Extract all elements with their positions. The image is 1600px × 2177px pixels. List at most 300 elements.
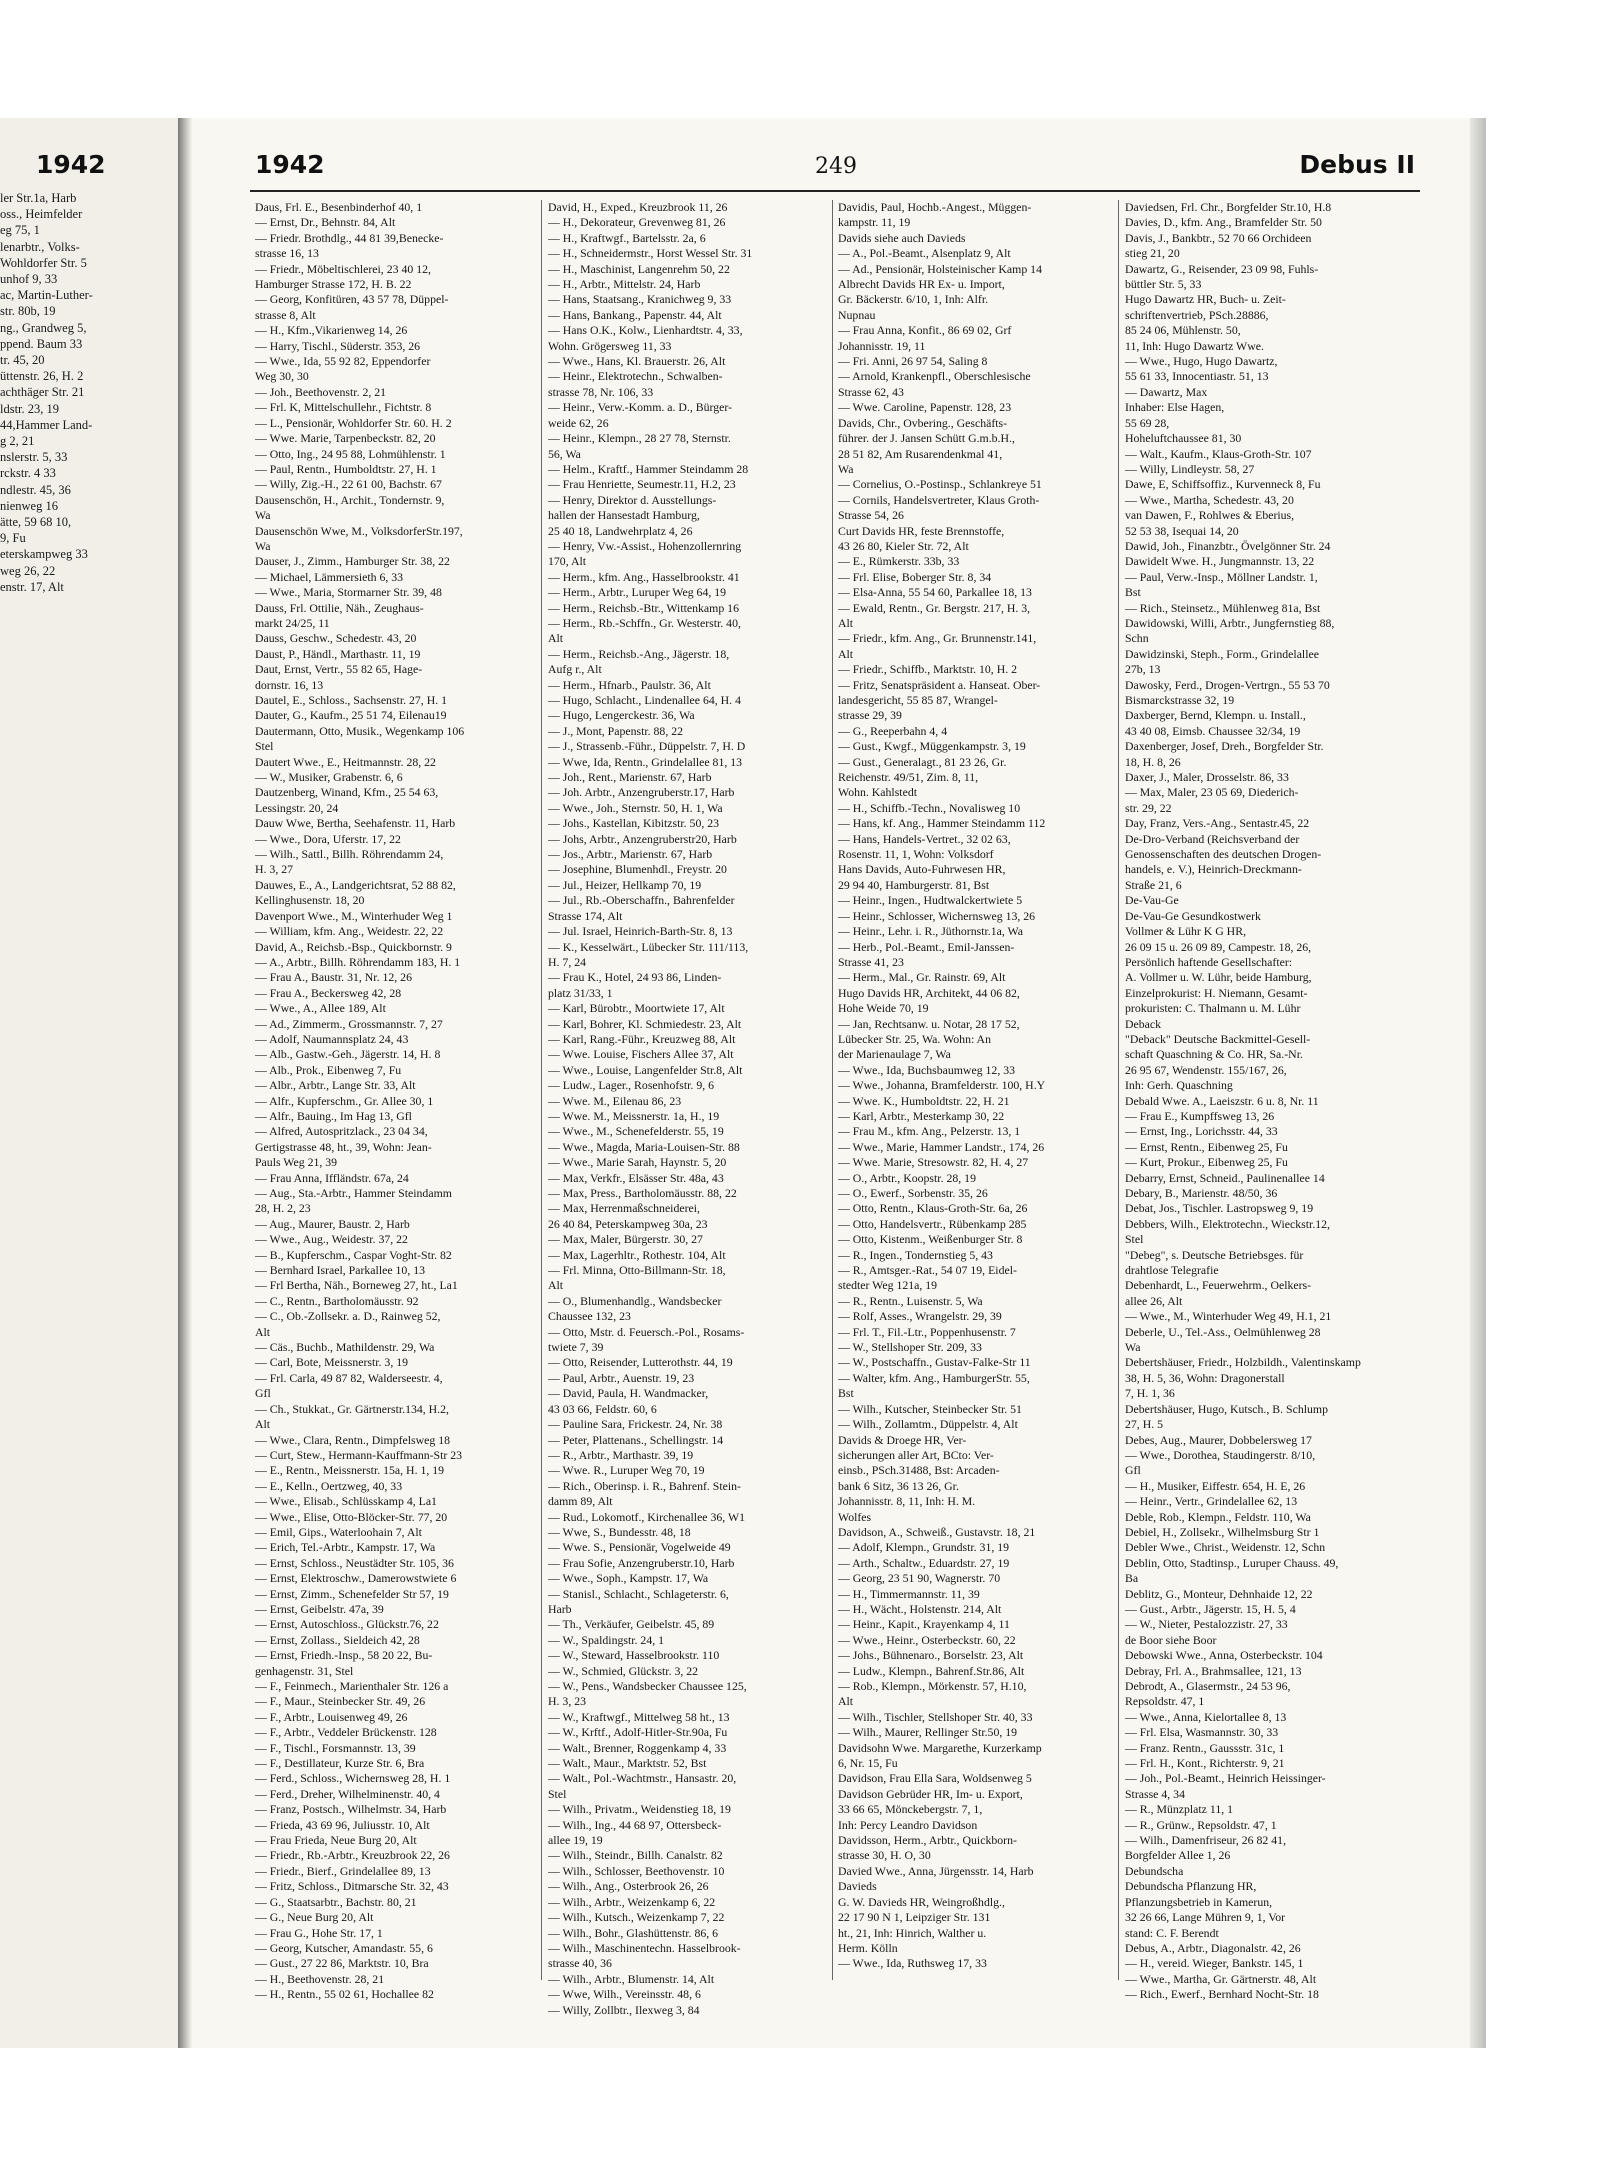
directory-entry-line: — Franz. Rentn., Gaussstr. 31c, 1 (1125, 1740, 1285, 1755)
directory-entry-line: — Wwe., Ida, Buchsbaumweg 12, 33 (838, 1062, 1016, 1077)
directory-entry-line: Hans Davids, Auto-Fuhrwesen HR, (838, 862, 1006, 877)
directory-entry-line: Pflanzungsbetrieb in Kamerun, (1125, 1894, 1273, 1909)
directory-entry-line: enstr. 17, Alt (0, 579, 64, 594)
directory-entry-line: Davis, J., Bankbtr., 52 70 66 Orchideen (1125, 230, 1312, 245)
directory-entry-line: — Wwe., Dora, Uferstr. 17, 22 (255, 831, 401, 846)
directory-entry-line: — Paul, Arbtr., Auenstr. 19, 23 (548, 1370, 695, 1385)
directory-entry-line: bank 6 Sitz, 36 13 26, Gr. (838, 1478, 959, 1493)
directory-entry-line: Inhaber: Else Hagen, (1125, 400, 1225, 415)
directory-entry-line: Lübecker Str. 25, Wa. Wohn: An (838, 1031, 991, 1046)
directory-entry-line: Bst (838, 1386, 854, 1401)
directory-entry-line: — William, kfm. Ang., Weidestr. 22, 22 (255, 924, 444, 939)
directory-entry-line: — Frau A., Beckersweg 42, 28 (255, 985, 402, 1000)
directory-entry-line: — Karl, Bohrer, Kl. Schmiedestr. 23, Alt (548, 1016, 742, 1031)
directory-entry-line: — Wilh., Kutsch., Weizenkamp 7, 22 (548, 1910, 725, 1925)
directory-entry-line: — Wwe. S., Pensionär, Vogelweide 49 (548, 1540, 731, 1555)
directory-entry-line: strasse 16, 13 (255, 246, 319, 261)
directory-entry-line: De-Vau-Ge (1125, 893, 1179, 908)
column-divider (1118, 200, 1119, 1980)
directory-entry-line: Strasse 41, 23 (838, 954, 904, 969)
directory-entry-line: ler Str.1a, Harb (0, 191, 77, 205)
directory-entry-line: Alt (838, 615, 854, 630)
directory-entry-line: — Alfr., Bauing., Im Hag 13, Gfl (255, 1108, 412, 1123)
directory-entry-line: — Elsa-Anna, 55 54 60, Parkallee 18, 13 (838, 585, 1032, 600)
directory-entry-line: — H., Dekorateur, Grevenweg 81, 26 (548, 215, 726, 230)
directory-entry-line: 28 51 82, Am Rusarendenkmal 41, (838, 446, 1003, 461)
directory-entry-line: — Arnold, Krankenpfl., Oberschlesische (838, 369, 1031, 384)
directory-entry-line: — Cäs., Buchb., Mathildenstr. 29, Wa (255, 1340, 435, 1355)
directory-entry-line: Vollmer & Lühr K G HR, (1125, 924, 1247, 939)
directory-entry-line: nienweg 16 (0, 498, 58, 513)
directory-entry-line: Davenport Wwe., M., Winterhuder Weg 1 (255, 908, 453, 923)
directory-entry-line: 38, H. 5, 36, Wohn: Dragonerstall (1125, 1370, 1285, 1385)
directory-entry-line: — Willy, Lindleystr. 58, 27 (1125, 461, 1255, 476)
directory-entry-line: — Wwe, Wilh., Vereinsstr. 48, 6 (548, 1987, 701, 2002)
directory-entry-line: — Wilh., Damenfriseur, 26 82 41, (1125, 1833, 1287, 1848)
directory-entry-line: — Wilh., Arbtr., Weizenkamp 6, 22 (548, 1894, 716, 1909)
directory-entry-line: Daviedsen, Frl. Chr., Borgfelder Str.10, H.8 (1125, 200, 1332, 214)
directory-entry-line: — Herm., Reichsb.-Ang., Jägerstr. 18, (548, 646, 730, 661)
column-divider (541, 200, 542, 1980)
directory-entry-line: — Bernhard Israel, Parkallee 10, 13 (255, 1263, 426, 1278)
directory-entry-line: Dawidzinski, Steph., Form., Grindelallee (1125, 646, 1319, 661)
directory-entry-line: Alt (255, 1417, 271, 1432)
directory-entry-line: — Jos., Arbtr., Marienstr. 67, Harb (548, 847, 713, 862)
directory-entry-line: Alt (548, 631, 564, 646)
directory-entry-line: — Frl. T., Fil.-Ltr., Poppenhusenstr. 7 (838, 1324, 1016, 1339)
directory-entry-line: David, A., Reichsb.-Bsp., Quickbornstr. 9 (255, 939, 452, 954)
directory-entry-line: — B., Kupferschm., Caspar Voght-Str. 82 (255, 1247, 452, 1262)
directory-entry-line: 33 66 65, Mönckebergstr. 7, 1, (838, 1802, 983, 1817)
directory-entry-line: Alt (838, 646, 854, 661)
directory-entry-line: — Wwe., Magda, Maria-Louisen-Str. 88 (548, 1139, 740, 1154)
directory-entry-line: H. 7, 24 (548, 954, 587, 969)
directory-entry-line: — Paul, Verw.-Insp., Möllner Landstr. 1, (1125, 569, 1318, 584)
directory-entry-line: — Wilh., Ing., 44 68 97, Ottersbeck- (548, 1817, 722, 1832)
directory-entry-line: — Wilh., Kutscher, Steinbecker Str. 51 (838, 1401, 1022, 1416)
directory-entry-line: — Karl, Arbtr., Mesterkamp 30, 22 (838, 1108, 1005, 1123)
directory-entry-line: — Wilh., Sattl., Billh. Röhrendamm 24, (255, 847, 444, 862)
directory-entry-line: — Max, Verkfr., Elsässer Str. 48a, 43 (548, 1170, 724, 1185)
directory-entry-line: — Ch., Stukkat., Gr. Gärtnerstr.134, H.2, (255, 1401, 449, 1416)
directory-entry-line: — R., Amtsger.-Rat., 54 07 19, Eidel- (838, 1263, 1017, 1278)
directory-entry-line: strasse 78, Nr. 106, 33 (548, 384, 654, 399)
directory-entry-line: — Karl, Bürobtr., Moortwiete 17, Alt (548, 1001, 725, 1016)
directory-entry-line: 9, Fu (0, 531, 26, 546)
directory-entry-line: — Wwe., Ida, 55 92 82, Eppendorfer (255, 354, 431, 369)
directory-entry-line: — E., Rümkerstr. 33b, 33 (838, 554, 960, 569)
directory-entry-line: Lessingstr. 20, 24 (255, 800, 339, 815)
directory-entry-line: — Wwe., Joh., Sternstr. 50, H. 1, Wa (548, 800, 723, 815)
directory-entry-line: Daxberger, Bernd, Klempn. u. Install., (1125, 708, 1306, 723)
directory-entry-line: 18, H. 8, 26 (1125, 754, 1181, 769)
directory-entry-line: — Rolf, Asses., Wrangelstr. 29, 39 (838, 1309, 1002, 1324)
directory-entry-line: — Frl. Minna, Otto-Billmann-Str. 18, (548, 1263, 726, 1278)
directory-entry-line: drahtlose Telegrafie (1125, 1263, 1219, 1278)
directory-entry-line: de Boor siehe Boor (1125, 1632, 1217, 1647)
directory-entry-line: eg 75, 1 (0, 223, 40, 238)
directory-entry-line: Hugo Davids HR, Architekt, 44 06 82, (838, 985, 1020, 1000)
directory-entry-line: — Alb., Gastw.-Geh., Jägerstr. 14, H. 8 (255, 1047, 441, 1062)
directory-entry-line: — Ludw., Lager., Rosenhofstr. 9, 6 (548, 1078, 715, 1093)
directory-entry-line: 43 26 80, Kieler Str. 72, Alt (838, 538, 969, 553)
directory-column-4 (1125, 200, 1401, 2003)
directory-entry-line: — Alb., Prok., Eibenweg 7, Fu (255, 1062, 402, 1077)
directory-entry-line: — Peter, Plattenans., Schellingstr. 14 (548, 1432, 724, 1447)
directory-entry-line: — Heinr., Schlosser, Wichernsweg 13, 26 (838, 908, 1036, 923)
directory-entry-line: Debary, B., Marienstr. 48/50, 36 (1125, 1186, 1278, 1200)
directory-entry-line: Dautermann, Otto, Musik., Wegenkamp 106 (255, 723, 465, 738)
directory-entry-line: Gr. Bäckerstr. 6/10, 1, Inh: Alfr. (838, 292, 989, 307)
directory-entry-line: — Herm., Reichsb.-Btr., Wittenkamp 16 (548, 600, 739, 615)
directory-entry-line: 26 40 84, Peterskampweg 30a, 23 (548, 1216, 708, 1231)
directory-entry-line: Strasse 174, Alt (548, 908, 623, 923)
directory-entry-line: — Wilh., Ang., Osterbrook 26, 26 (548, 1879, 709, 1894)
directory-entry-line: Daust, P., Händl., Marthastr. 11, 19 (255, 646, 421, 661)
directory-entry-line: weg 26, 22 (0, 563, 56, 578)
page-year: 1942 (255, 150, 325, 179)
directory-column-3 (838, 200, 1114, 1972)
directory-entry-line: — Hans O.K., Kolw., Lienhardtstr. 4, 33, (548, 323, 743, 338)
directory-entry-line: — Fritz, Senatspräsident a. Hanseat. Ober- (838, 677, 1041, 692)
directory-entry-line: — Otto, Kistenm., Weißenburger Str. 8 (838, 1232, 1023, 1247)
directory-entry-line: — Jan, Rechtsanw. u. Notar, 28 17 52, (838, 1016, 1020, 1031)
directory-entry-line: Chaussee 132, 23 (548, 1309, 631, 1324)
directory-entry-line: — W., Krftf., Adolf-Hitler-Str.90a, Fu (548, 1725, 728, 1740)
directory-entry-line: — Wilh., Schlosser, Beethovenstr. 10 (548, 1863, 725, 1878)
directory-entry-line: — Wwe. K., Humboldtstr. 22, H. 21 (838, 1093, 1010, 1108)
directory-entry-line: Debray, Frl. A., Brahmsallee, 121, 13 (1125, 1663, 1302, 1678)
directory-entry-line: — Adolf, Klempn., Grundstr. 31, 19 (838, 1540, 1010, 1555)
directory-entry-line: Davids & Droege HR, Ver- (838, 1432, 967, 1447)
directory-entry-line: Wolfes (838, 1509, 872, 1524)
directory-entry-line: nslerstr. 5, 33 (0, 450, 68, 465)
directory-entry-line: — Wwe., Marie, Hammer Landstr., 174, 26 (838, 1139, 1045, 1154)
directory-entry-line: achthäger Str. 21 (0, 385, 85, 400)
directory-entry-line: Davies, D., kfm. Ang., Bramfelder Str. 50 (1125, 215, 1322, 230)
directory-entry-line: 55 61 33, Innocentiastr. 51, 13 (1125, 369, 1269, 384)
directory-entry-line: — Wilh., Tischler, Stellshoper Str. 40, 33 (838, 1709, 1033, 1724)
directory-entry-line: G. W. Davieds HR, Weingroßhdlg., (838, 1894, 1005, 1909)
directory-entry-line: Daus, Frl. E., Besenbinderhof 40, 1 (255, 200, 423, 214)
directory-entry-line: — Wwe., Martha, Schedestr. 43, 20 (1125, 492, 1294, 507)
directory-entry-line: — Erich, Tel.-Arbtr., Kampstr. 17, Wa (255, 1540, 436, 1555)
directory-entry-line: — Heinr., Vertr., Grindelallee 62, 13 (1125, 1494, 1298, 1509)
directory-entry-line: — Max, Herrenmaßschneiderei, (548, 1201, 700, 1216)
directory-entry-line: — Wwe., Heinr., Osterbeckstr. 60, 22 (838, 1632, 1016, 1647)
directory-entry-line: Debler Wwe., Christ., Weidenstr. 12, Schn (1125, 1540, 1326, 1555)
directory-entry-line: Debertshäuser, Friedr., Holzbildh., Valentinskamp (1125, 1355, 1361, 1370)
directory-entry-line: — R., Ingen., Tondernstieg 5, 43 (838, 1247, 993, 1262)
directory-entry-line: ht., 21, Inh: Hinrich, Walther u. (838, 1925, 987, 1940)
directory-entry-line: — H., Beethovenstr. 28, 21 (255, 1971, 385, 1986)
directory-entry-line: — L., Pensionär, Wohldorfer Str. 60. H. 2 (255, 415, 452, 430)
directory-entry-line: üttenstr. 26, H. 2 (0, 369, 84, 384)
directory-entry-line: — Herm., Rb.-Schffn., Gr. Westerstr. 40, (548, 615, 741, 630)
directory-entry-line: — Heinr., Elektrotechn., Schwalben- (548, 369, 723, 384)
directory-entry-line: — Joh., Beethovenstr. 2, 21 (255, 384, 387, 399)
directory-entry-line: — Kurt, Prokur., Eibenweg 25, Fu (1125, 1155, 1288, 1170)
directory-entry-line: Stel (1125, 1232, 1144, 1247)
directory-entry-line: allee 19, 19 (548, 1833, 603, 1848)
directory-entry-line: — W., Steward, Hasselbrookstr. 110 (548, 1648, 720, 1663)
directory-entry-line: Debald Wwe. A., Laeiszstr. 6 u. 8, Nr. 11 (1125, 1093, 1319, 1108)
directory-entry-line: 27, H. 5 (1125, 1417, 1164, 1432)
directory-entry-line: — Wwe., Ida, Ruthsweg 17, 33 (838, 1956, 987, 1971)
directory-entry-line: Dauw Wwe, Bertha, Seehafenstr. 11, Harb (255, 816, 456, 831)
directory-entry-line: damm 89, Alt (548, 1494, 613, 1509)
directory-entry-line: A. Vollmer u. W. Lühr, beide Hamburg, (1125, 970, 1312, 985)
directory-entry-line: str. 80b, 19 (0, 304, 56, 319)
directory-entry-line: markt 24/25, 11 (255, 615, 330, 630)
directory-entry-line: — Ernst, Zimm., Schenefelder Str 57, 19 (255, 1586, 449, 1601)
directory-entry-line: Inh: Gerh. Quaschning (1125, 1078, 1233, 1093)
directory-entry-line: Day, Franz, Vers.-Ang., Sentastr.45, 22 (1125, 816, 1310, 831)
directory-entry-line: 44,Hammer Land- (0, 417, 93, 432)
directory-entry-line: Schn (1125, 631, 1149, 646)
directory-entry-line: 32 26 66, Lange Mühren 9, 1, Vor (1125, 1910, 1286, 1925)
directory-entry-line: Strasse 4, 34 (1125, 1786, 1185, 1801)
directory-entry-line: — Wwe. M., Eilenau 86, 23 (548, 1093, 682, 1108)
directory-entry-line: Deberle, U., Tel.-Ass., Oelmühlenweg 28 (1125, 1324, 1321, 1339)
directory-entry-line: — Georg, Konfitüren, 43 57 78, Düppel- (255, 292, 449, 307)
directory-entry-line: platz 31/33, 1 (548, 985, 613, 1000)
directory-entry-line: Wohn. Kahlstedt (838, 785, 917, 800)
directory-entry-line: — Ernst, Schloss., Neustädter Str. 105, 36 (255, 1555, 454, 1570)
directory-entry-line: Davids, Chr., Ovbering., Geschäfts- (838, 415, 1008, 430)
directory-entry-line: der Marienaulage 7, Wa (838, 1047, 951, 1062)
directory-entry-line: — Max, Lagerhltr., Rothestr. 104, Alt (548, 1247, 726, 1262)
directory-entry-line: — David, Paula, H. Wandmacker, (548, 1386, 709, 1401)
directory-entry-line: — Max, Maler, Bürgerstr. 30, 27 (548, 1232, 703, 1247)
directory-entry-line: — Ernst, Elektroschw., Damerowstwiete 6 (255, 1571, 457, 1586)
directory-entry-line: — Otto, Rentn., Klaus-Groth-Str. 6a, 26 (838, 1201, 1028, 1216)
directory-entry-line: schriftenvertrieb, PSch.28886, (1125, 307, 1269, 322)
directory-entry-line: Ba (1125, 1571, 1139, 1586)
directory-entry-line: — Wwe., Hugo, Hugo Dawartz, (1125, 354, 1278, 369)
directory-entry-line: Dawidowski, Willi, Arbtr., Jungfernstieg 88, (1125, 615, 1335, 630)
directory-entry-line: — Gust., 27 22 86, Marktstr. 10, Bra (255, 1956, 429, 1971)
directory-entry-line: 85 24 06, Mühlenstr. 50, (1125, 323, 1241, 338)
directory-entry-line: twiete 7, 39 (548, 1340, 604, 1355)
directory-entry-line: — Pauline Sara, Frickestr. 24, Nr. 38 (548, 1417, 723, 1432)
directory-entry-line: — Wwe. M., Meissnerstr. 1a, H., 19 (548, 1108, 720, 1123)
directory-entry-line: — Rich., Oberinsp. i. R., Bahrenf. Stein- (548, 1478, 741, 1493)
directory-entry-line: führer. der J. Jansen Schütt G.m.b.H., (838, 431, 1015, 446)
directory-entry-line: Inh: Percy Leandro Davidson (838, 1817, 978, 1832)
directory-entry-line: — W., Stellshoper Str. 209, 33 (838, 1340, 982, 1355)
directory-entry-line: — Joh., Pol.-Beamt., Heinrich Heissinger- (1125, 1771, 1326, 1786)
directory-entry-line: — C., Rentn., Bartholomäusstr. 92 (255, 1293, 419, 1308)
directory-entry-line: — Otto, Ing., 24 95 88, Lohmühlenstr. 1 (255, 446, 446, 461)
directory-entry-line: kampstr. 11, 19 (838, 215, 911, 230)
directory-entry-line: Dawidelt Wwe. H., Jungmannstr. 13, 22 (1125, 554, 1315, 569)
directory-entry-line: — Ferd., Schloss., Wichernsweg 28, H. 1 (255, 1771, 451, 1786)
directory-entry-line: — Ernst, Rentn., Eibenweg 25, Fu (1125, 1139, 1288, 1154)
directory-entry-line: Davidson, Frau Ella Sara, Woldsenweg 5 (838, 1771, 1032, 1786)
directory-entry-line: — Frau Henriette, Seumestr.11, H.2, 23 (548, 477, 736, 492)
page-edge (1470, 118, 1486, 2048)
directory-entry-line: — Herm., Mal., Gr. Rainstr. 69, Alt (838, 970, 1006, 985)
directory-entry-line: — Ernst, Zollass., Sieldeich 42, 28 (255, 1632, 420, 1647)
directory-entry-line: Dauwes, E., A., Landgerichtsrat, 52 88 82, (255, 877, 456, 892)
directory-entry-line: 55 69 28, (1125, 415, 1170, 430)
directory-entry-line: Dauss, Frl. Ottilie, Näh., Zeughaus- (255, 600, 424, 615)
directory-entry-line: — Wwe. Marie, Stresowstr. 82, H. 4, 27 (838, 1155, 1029, 1170)
directory-entry-line: Gfl (1125, 1463, 1141, 1478)
directory-entry-line: ätte, 59 68 10, (0, 515, 72, 530)
directory-entry-line: — Ernst, Friedh.-Insp., 58 20 22, Bu- (255, 1648, 433, 1663)
directory-entry-line: hallen der Hansestadt Hamburg, (548, 508, 700, 523)
directory-entry-line: Debrodt, A., Glasermstr., 24 53 96, (1125, 1679, 1291, 1693)
directory-entry-line: — Fritz, Schloss., Ditmarsche Str. 32, 43 (255, 1879, 449, 1894)
directory-entry-line: g 2, 21 (0, 434, 35, 449)
header-rule (250, 190, 1420, 192)
directory-entry-line: 43 03 66, Feldstr. 60, 6 (548, 1401, 657, 1416)
directory-entry-line: Wa (255, 508, 271, 523)
directory-entry-line: — Heinr., Verw.-Komm. a. D., Bürger- (548, 400, 733, 415)
directory-entry-line: — Rich., Steinsetz., Mühlenweg 81a, Bst (1125, 600, 1321, 615)
directory-entry-line: Dausenschön, H., Archit., Tondernstr. 9, (255, 492, 445, 507)
directory-entry-line: ldstr. 23, 19 (0, 401, 60, 416)
directory-entry-line: Debus, A., Arbtr., Diagonalstr. 42, 26 (1125, 1940, 1301, 1955)
directory-entry-line: — F., Arbtr., Louisenweg 49, 26 (255, 1709, 408, 1724)
directory-entry-line: 6, Nr. 15, Fu (838, 1756, 898, 1771)
directory-entry-line: Gfl (255, 1386, 271, 1401)
directory-entry-line: — Frl. H., Kont., Richterstr. 9, 21 (1125, 1756, 1285, 1771)
directory-entry-line: — Heinr., Lehr. i. R., Jüthornstr.1a, Wa (838, 924, 1023, 939)
directory-entry-line: — Heinr., Ingen., Hudtwalckertwiete 5 (838, 893, 1023, 908)
directory-entry-line: — F., Maur., Steinbecker Str. 49, 26 (255, 1694, 426, 1709)
directory-entry-line: tr. 45, 20 (0, 353, 45, 368)
directory-entry-line: Strasse 54, 26 (838, 508, 904, 523)
directory-entry-line: weide 62, 26 (548, 415, 609, 430)
directory-entry-line: strasse 30, H. O, 30 (838, 1848, 931, 1863)
directory-entry-line: — W., Postschaffn., Gustav-Falke-Str 11 (838, 1355, 1031, 1370)
directory-entry-line: — Wwe., Elisab., Schlüsskamp 4, La1 (255, 1494, 437, 1509)
directory-entry-line: — Otto, Mstr. d. Feuersch.-Pol., Rosams- (548, 1324, 745, 1339)
directory-entry-line: H. 3, 27 (255, 862, 294, 877)
directory-entry-line: — Wwe., Dorothea, Staudingerstr. 8/10, (1125, 1447, 1316, 1462)
directory-entry-line: — Stanisl., Schlacht., Schlageterstr. 6, (548, 1586, 729, 1601)
directory-entry-line: — Heinr., Kapit., Krayenkamp 4, 11 (838, 1617, 1010, 1632)
directory-entry-line: — Herm., Hfnarb., Paulstr. 36, Alt (548, 677, 711, 692)
directory-entry-line: — O., Ewerf., Sorbenstr. 35, 26 (838, 1186, 988, 1200)
directory-entry-line: — Hans, kf. Ang., Hammer Steindamm 112 (838, 816, 1046, 831)
directory-entry-line: — H., Arbtr., Mittelstr. 24, Harb (548, 277, 701, 292)
directory-entry-line: "Deback" Deutsche Backmittel-Gesell- (1125, 1031, 1311, 1046)
column-divider (832, 200, 833, 1980)
scan-margin (0, 2048, 1600, 2177)
directory-entry-line: Deble, Rob., Klempn., Feldstr. 110, Wa (1125, 1509, 1311, 1524)
directory-entry-line: — Frau E., Kumpffsweg 13, 26 (1125, 1108, 1275, 1123)
directory-entry-line: ppend. Baum 33 (0, 336, 83, 351)
directory-entry-line: — Alfr., Kupferschm., Gr. Allee 30, 1 (255, 1093, 434, 1108)
directory-entry-line: — Frau M., kfm. Ang., Pelzerstr. 13, 1 (838, 1124, 1021, 1139)
directory-entry-line: — R., Grünw., Repsoldstr. 47, 1 (1125, 1817, 1277, 1832)
directory-entry-line: — Otto, Reisender, Lutterothstr. 44, 19 (548, 1355, 733, 1370)
directory-entry-line: — Wwe. Caroline, Papenstr. 128, 23 (838, 400, 1012, 415)
directory-entry-line: — Friedr., Bierf., Grindelallee 89, 13 (255, 1863, 431, 1878)
directory-entry-line: Dawosky, Ferd., Drogen-Vertrgn., 55 53 70 (1125, 677, 1330, 692)
directory-entry-line: — Hans, Staatsang., Kranichweg 9, 33 (548, 292, 732, 307)
directory-entry-line: — Paul, Rentn., Humboldtstr. 27, H. 1 (255, 461, 437, 476)
directory-entry-line: — Walt., Kaufm., Klaus-Groth-Str. 107 (1125, 446, 1312, 461)
directory-entry-line: 27b, 13 (1125, 662, 1161, 677)
directory-entry-line: — K., Kesselwärt., Lübecker Str. 111/113, (548, 939, 749, 954)
directory-entry-line: Alt (255, 1324, 271, 1339)
directory-entry-line: — Ernst, Geibelstr. 47a, 39 (255, 1601, 384, 1616)
directory-entry-line: — Walt., Brenner, Roggenkamp 4, 33 (548, 1740, 727, 1755)
directory-entry-line: — Friedr., kfm. Ang., Gr. Brunnenstr.141, (838, 631, 1037, 646)
directory-entry-line: — Herb., Pol.-Beamt., Emil-Janssen- (838, 939, 1015, 954)
directory-entry-line: — W., Schmied, Glückstr. 3, 22 (548, 1663, 699, 1678)
directory-entry-line: — Emil, Gips., Waterloohain 7, Alt (255, 1524, 422, 1539)
directory-entry-line: — Th., Verkäufer, Geibelstr. 45, 89 (548, 1617, 715, 1632)
directory-entry-line: — R., Arbtr., Marthastr. 39, 19 (548, 1447, 694, 1462)
directory-entry-line: Debundscha (1125, 1863, 1184, 1878)
directory-entry-line: Hoheluftchaussee 81, 30 (1125, 431, 1242, 446)
directory-entry-line: — Wwe, S., Bundesstr. 48, 18 (548, 1524, 691, 1539)
directory-entry-line: Harb (548, 1601, 572, 1616)
directory-entry-line: büttler Str. 5, 33 (1125, 277, 1202, 292)
directory-entry-line: — Dawartz, Max (1125, 384, 1208, 399)
directory-entry-line: Debundscha Pflanzung HR, (1125, 1879, 1257, 1894)
directory-entry-line: — Ernst, Ing., Lorichsstr. 44, 33 (1125, 1124, 1278, 1139)
directory-entry-line: — Walter, kfm. Ang., HamburgerStr. 55, (838, 1370, 1030, 1385)
directory-entry-line: — Josephine, Blumenhdl., Freystr. 20 (548, 862, 727, 877)
directory-entry-line: Deblin, Otto, Stadtinsp., Luruper Chauss. 49, (1125, 1555, 1339, 1570)
directory-entry-line: — Jul., Heizer, Hellkamp 70, 19 (548, 877, 702, 892)
directory-entry-line: — E., Rentn., Meissnerstr. 15a, H. 1, 19 (255, 1463, 445, 1478)
directory-entry-line: De-Vau-Ge Gesundkostwerk (1125, 908, 1261, 923)
directory-entry-line: — Arth., Schaltw., Eduardstr. 27, 19 (838, 1555, 1010, 1570)
directory-entry-line: — Willy, Zig.-H., 22 61 00, Bachstr. 67 (255, 477, 442, 492)
directory-entry-line: ng., Grandweg 5, (0, 320, 87, 335)
directory-entry-line: Hugo Dawartz HR, Buch- u. Zeit- (1125, 292, 1286, 307)
directory-entry-line: — F., Feinmech., Marienthaler Str. 126 a (255, 1679, 449, 1693)
directory-entry-line: Rosenstr. 11, 1, Wohn: Volksdorf (838, 847, 994, 862)
directory-entry-line: Gertigstrasse 48, ht., 39, Wohn: Jean- (255, 1139, 432, 1154)
previous-page-year: 1942 (36, 150, 106, 179)
directory-entry-line: strasse 40, 36 (548, 1956, 612, 1971)
directory-entry-line: 25 40 18, Landwehrplatz 4, 26 (548, 523, 693, 538)
directory-entry-line: dornstr. 16, 13 (255, 677, 324, 692)
directory-entry-line: — Hugo, Lengerckestr. 36, Wa (548, 708, 695, 723)
directory-entry-line: — Henry, Vw.-Assist., Hohenzollernring (548, 538, 742, 553)
directory-entry-line: Dautzenberg, Winand, Kfm., 25 54 63, (255, 785, 439, 800)
directory-entry-line: — J., Mont, Papenstr. 88, 22 (548, 723, 684, 738)
directory-entry-line: — Wwe., Johanna, Bramfelderstr. 100, H.Y (838, 1078, 1046, 1093)
directory-entry-line: — Ernst, Dr., Behnstr. 84, Alt (255, 215, 396, 230)
directory-entry-line: Davidis, Paul, Hochb.-Angest., Müggen- (838, 200, 1032, 214)
directory-entry-line: rckstr. 4 33 (0, 466, 56, 481)
directory-entry-line: — Jul. Israel, Heinrich-Barth-Str. 8, 13 (548, 924, 733, 939)
directory-entry-line: — O., Arbtr., Koopstr. 28, 19 (838, 1170, 976, 1185)
directory-entry-line: unhof 9, 33 (0, 272, 58, 287)
directory-entry-line: — Joh. Arbtr., Anzengruberstr.17, Harb (548, 785, 735, 800)
directory-entry-line: Wohn. Grögersweg 11, 33 (548, 338, 672, 353)
directory-entry-line: — Herm., kfm. Ang., Hasselbrookstr. 41 (548, 569, 740, 584)
directory-entry-line: Kellinghusenstr. 18, 20 (255, 893, 365, 908)
directory-entry-line: — Frau Sofie, Anzengruberstr.10, Harb (548, 1555, 735, 1570)
directory-entry-line: — Wwe., M., Winterhuder Weg 49, H.1, 21 (1125, 1309, 1332, 1324)
directory-entry-line: — Wwe., M., Schenefelderstr. 55, 19 (548, 1124, 724, 1139)
directory-entry-line: Debiel, H., Zollsekr., Wilhelmsburg Str 1 (1125, 1524, 1320, 1539)
directory-entry-line: — Frau G., Hohe Str. 17, 1 (255, 1925, 383, 1940)
directory-entry-line: — Aug., Maurer, Baustr. 2, Harb (255, 1216, 410, 1231)
directory-entry-line: 29 94 40, Hamburgerstr. 81, Bst (838, 877, 990, 892)
